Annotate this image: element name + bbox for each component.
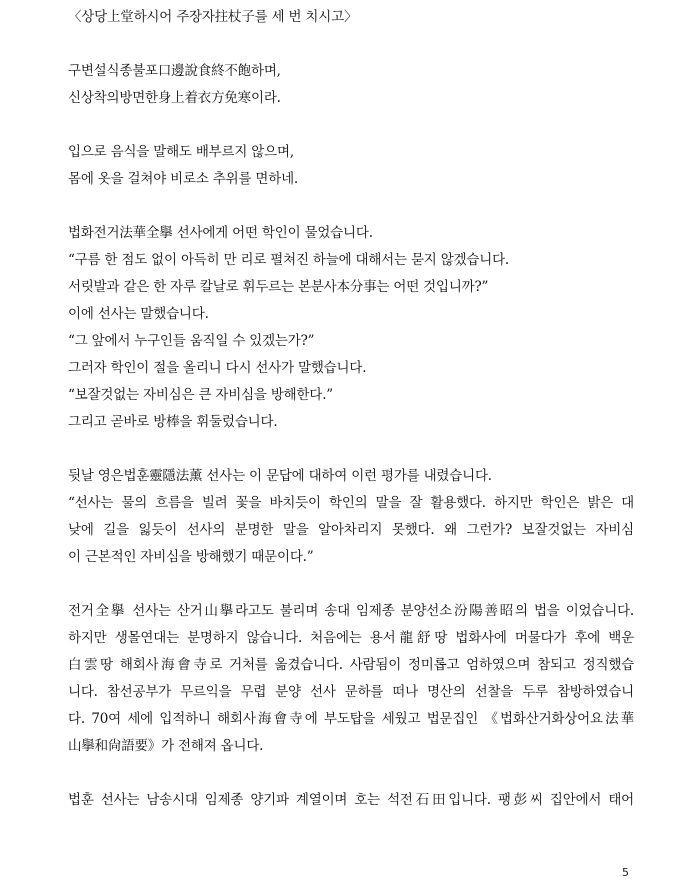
verse-translation-line: 몸에 옷을 걸쳐야 비로소 추위를 면하네.: [68, 171, 299, 187]
section-heading: 〈상당上堂하시어 주장자拄杖子를 세 번 치시고〉: [68, 9, 358, 25]
spacer: [68, 571, 634, 598]
commentary-line: 낮에 길을 잃듯이 선사의 분명한 말을 알아차리지 못했다. 왜 그런가? 보잘것없는 자비심: [68, 522, 634, 538]
commentary-line: “선사는 물의 흐름을 빌려 꽃을 바치듯이 학인의 말을 잘 활용했다. 하지만 학인은 밝은 대: [68, 495, 634, 511]
story-line: “그 앞에서 누구인들 움직일 수 있겠는가?”: [68, 333, 315, 349]
biography-line: 山擧和尙語要》가 전해져 옵니다.: [68, 738, 264, 754]
story-line: “구름 한 점도 없이 아득히 만 리로 펼쳐진 하늘에 대해서는 묻지 않겠습니다.: [68, 252, 510, 268]
page-number: 5: [622, 866, 629, 879]
story-line: 서릿발과 같은 한 자루 칼날로 휘두르는 본분사本分事는 어떤 것입니까?”: [68, 279, 489, 295]
commentary-line: 이 근본적인 자비심을 방해했기 때문이다.”: [68, 549, 314, 565]
verse-translation-line: 입으로 음식을 말해도 배부르지 않으며,: [68, 144, 294, 160]
verse-line: 구변설식종불포口邊說食終不飽하며,: [68, 63, 281, 79]
spacer: [68, 193, 634, 220]
commentary-line: 뒷날 영은법훈靈隱法薰 선사는 이 문답에 대하여 이런 평가를 내렸습니다.: [68, 468, 492, 484]
spacer: [68, 31, 634, 58]
final-paragraph-line: 법훈 선사는 남송시대 임제종 양기파 계열이며 호는 석전石田입니다. 팽彭씨 집안에서 태어: [68, 792, 634, 808]
spacer: [68, 436, 634, 463]
page-body: [68, 4, 634, 814]
story-line: “보잘것없는 자비심은 큰 자비심을 방해한다.”: [68, 387, 333, 403]
spacer: [68, 760, 634, 787]
verse-line: 신상착의방면한身上着衣方免寒이라.: [68, 90, 281, 106]
story-line: 그리고 곧바로 방棒을 휘둘렀습니다.: [68, 414, 278, 430]
biography-line: 니다. 참선공부가 무르익을 무렵 분양 선사 문하를 떠나 명산의 선찰을 두루 참방하였습니: [68, 684, 634, 700]
biography-line: 하지만 생몰연대는 분명하지 않습니다. 처음에는 용서龍舒땅 법화사에 머물다가 후에 백운: [68, 630, 634, 646]
biography-line: 전거全擧 선사는 산거山擧라고도 불리며 송대 임제종 분양선소汾陽善昭의 법을 이었습니다.: [68, 603, 634, 619]
spacer: [68, 112, 634, 139]
story-line: 그러자 학인이 절을 올리니 다시 선사가 말했습니다.: [68, 360, 367, 376]
story-line: 이에 선사는 말했습니다.: [68, 306, 209, 322]
biography-line: 다. 70여 세에 입적하니 해회사海會寺에 부도탑을 세웠고 법문집인 《법화산거화상어요法華: [68, 711, 634, 727]
story-line: 법화전거法華全擧 선사에게 어떤 학인이 물었습니다.: [68, 225, 373, 241]
biography-line: 白雲땅 해회사海會寺로 거처를 옮겼습니다. 사람됨이 정미롭고 엄하였으며 참되고 정직했습: [68, 657, 634, 673]
